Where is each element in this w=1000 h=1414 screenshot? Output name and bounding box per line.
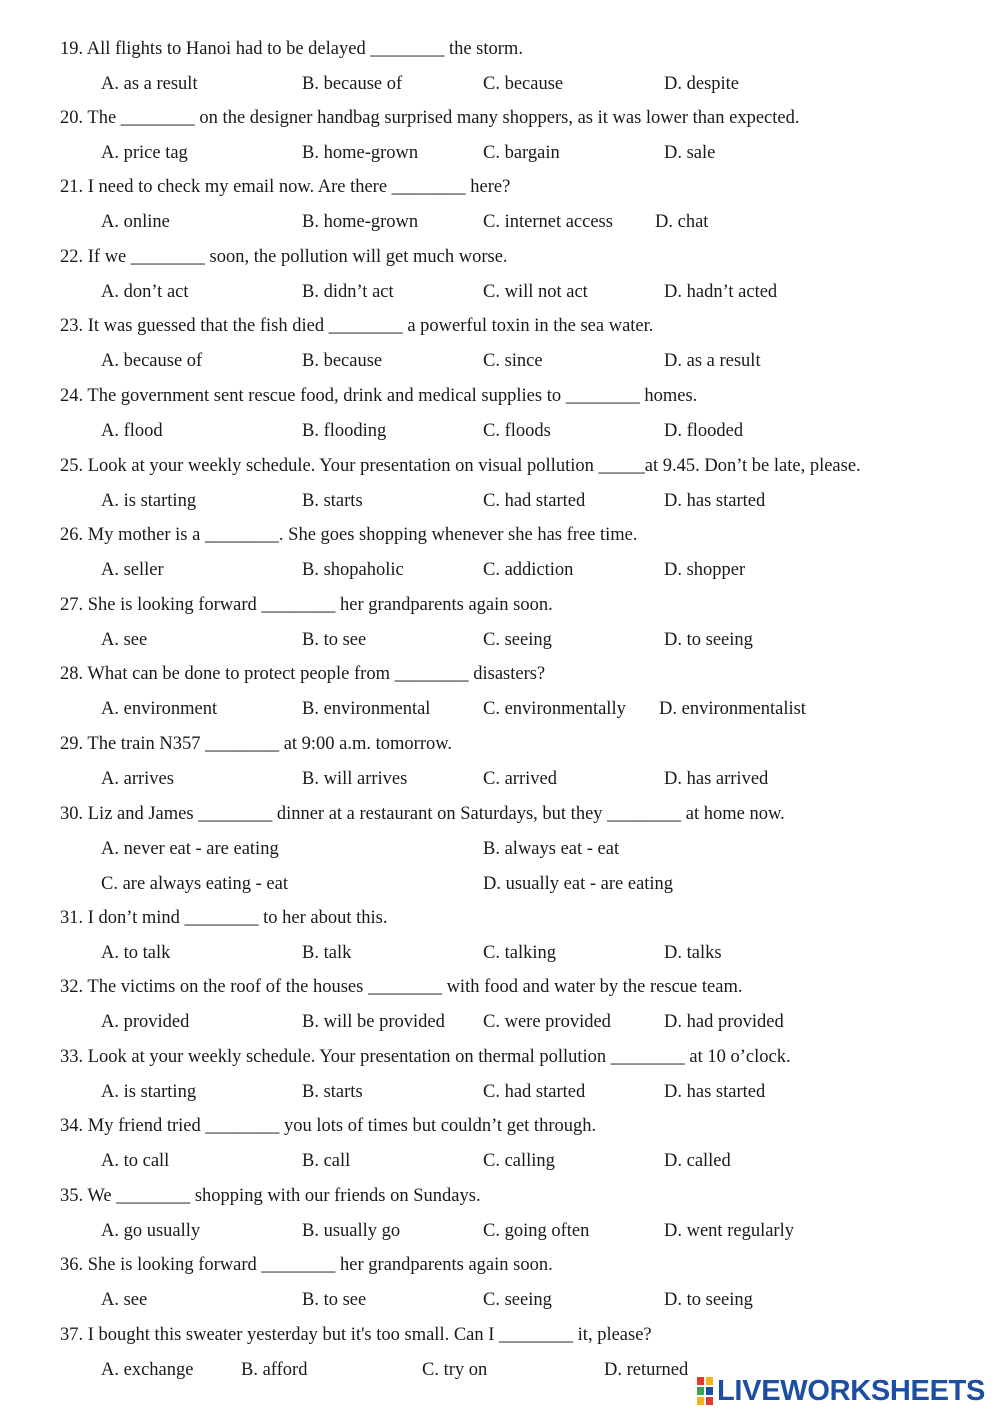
question-36-option-c: C. seeing [483, 1290, 552, 1310]
question-25-option-b: B. starts [302, 491, 363, 511]
question-23-option-d: D. as a result [664, 351, 761, 371]
question-28-option-b: B. environmental [302, 699, 431, 719]
question-24-option-d: D. flooded [664, 421, 744, 441]
question-21-option-a: A. online [101, 212, 170, 232]
question-25-option-d: D. has started [664, 491, 766, 511]
question-29-text: 29. The train N357 ________ at 9:00 a.m. tomorrow. [60, 734, 453, 754]
question-32-option-d: D. had provided [664, 1012, 784, 1032]
question-26-option-b: B. shopaholic [302, 560, 404, 580]
question-36-option-a: A. see [101, 1290, 148, 1310]
question-21-option-b: B. home-grown [302, 212, 419, 232]
question-29-option-b: B. will arrives [302, 769, 408, 789]
question-31-option-d: D. talks [664, 943, 722, 963]
question-26-text: 26. My mother is a ________. She goes shopping whenever she has free time. [60, 525, 638, 545]
question-22-option-c: C. will not act [483, 282, 588, 302]
question-34-option-b: B. call [302, 1151, 351, 1171]
question-19-option-d: D. despite [664, 74, 740, 94]
question-20-option-b: B. home-grown [302, 143, 419, 163]
question-29-option-d: D. has arrived [664, 769, 769, 789]
question-28-option-d: D. environmentalist [659, 699, 806, 719]
question-20-option-d: D. sale [664, 143, 716, 163]
question-31-option-a: A. to talk [101, 943, 171, 963]
question-37-text: 37. I bought this sweater yesterday but it's too small. Can I ________ it, please? [60, 1325, 652, 1345]
question-33-option-a: A. is starting [101, 1082, 197, 1102]
question-27-option-c: C. seeing [483, 630, 552, 650]
question-19-option-c: C. because [483, 74, 564, 94]
question-23-option-b: B. because [302, 351, 383, 371]
question-37-option-c: C. try on [422, 1360, 488, 1380]
question-32-option-a: A. provided [101, 1012, 190, 1032]
question-19-option-a: A. as a result [101, 74, 198, 94]
question-23-option-c: C. since [483, 351, 543, 371]
question-28-text: 28. What can be done to protect people from ________ disasters? [60, 664, 546, 684]
question-30-option-a: A. never eat - are eating [101, 839, 279, 859]
question-35-text: 35. We ________ shopping with our friends on Sundays. [60, 1186, 481, 1206]
question-30-option-b: B. always eat - eat [483, 839, 620, 859]
question-19-option-b: B. because of [302, 74, 403, 94]
question-22-option-b: B. didn’t act [302, 282, 394, 302]
question-33-option-b: B. starts [302, 1082, 363, 1102]
question-27-option-a: A. see [101, 630, 148, 650]
question-34-option-d: D. called [664, 1151, 731, 1171]
question-37-option-d: D. returned [604, 1360, 689, 1380]
question-21-text: 21. I need to check my email now. Are there ________ here? [60, 177, 511, 197]
question-22-option-d: D. hadn’t acted [664, 282, 778, 302]
question-25-option-c: C. had started [483, 491, 586, 511]
question-20-option-a: A. price tag [101, 143, 188, 163]
question-36-option-b: B. to see [302, 1290, 367, 1310]
question-24-text: 24. The government sent rescue food, drink and medical supplies to ________ homes. [60, 386, 698, 406]
question-35-option-c: C. going often [483, 1221, 590, 1241]
question-33-option-d: D. has started [664, 1082, 766, 1102]
question-34-option-c: C. calling [483, 1151, 555, 1171]
question-24-option-a: A. flood [101, 421, 163, 441]
question-24-option-c: C. floods [483, 421, 551, 441]
question-33-text: 33. Look at your weekly schedule. Your presentation on thermal pollution ________ at 10 o’clock. [60, 1047, 791, 1067]
question-34-option-a: A. to call [101, 1151, 170, 1171]
question-31-text: 31. I don’t mind ________ to her about this. [60, 908, 388, 928]
question-33-option-c: C. had started [483, 1082, 586, 1102]
question-22-option-a: A. don’t act [101, 282, 189, 302]
question-35-option-b: B. usually go [302, 1221, 401, 1241]
question-29-option-a: A. arrives [101, 769, 174, 789]
logo-wordmark: LIVEWORKSHEETS [717, 1374, 986, 1407]
question-20-text: 20. The ________ on the designer handbag surprised many shoppers, as it was lower than expected. [60, 108, 800, 128]
question-21-option-d: D. chat [655, 212, 709, 232]
question-27-option-d: D. to seeing [664, 630, 753, 650]
question-25-option-a: A. is starting [101, 491, 197, 511]
question-35-option-d: D. went regularly [664, 1221, 794, 1241]
question-34-text: 34. My friend tried ________ you lots of times but couldn’t get through. [60, 1116, 597, 1136]
question-26-option-a: A. seller [101, 560, 164, 580]
question-32-option-b: B. will be provided [302, 1012, 445, 1032]
question-36-option-d: D. to seeing [664, 1290, 753, 1310]
question-31-option-c: C. talking [483, 943, 556, 963]
question-36-text: 36. She is looking forward ________ her grandparents again soon. [60, 1255, 553, 1275]
question-20-option-c: C. bargain [483, 143, 560, 163]
question-23-option-a: A. because of [101, 351, 203, 371]
logo-mark-icon [696, 1376, 714, 1406]
question-27-text: 27. She is looking forward ________ her grandparents again soon. [60, 595, 553, 615]
question-25-text: 25. Look at your weekly schedule. Your presentation on visual pollution _____at 9.45. Don’t be late, please. [60, 456, 861, 476]
question-22-text: 22. If we ________ soon, the pollution will get much worse. [60, 247, 508, 267]
question-37-option-b: B. afford [241, 1360, 308, 1380]
question-28-option-c: C. environmentally [483, 699, 626, 719]
question-29-option-c: C. arrived [483, 769, 557, 789]
question-35-option-a: A. go usually [101, 1221, 201, 1241]
liveworksheets-logo [696, 1374, 992, 1408]
question-24-option-b: B. flooding [302, 421, 387, 441]
question-26-option-c: C. addiction [483, 560, 574, 580]
question-30-option-c: C. are always eating - eat [101, 874, 288, 894]
question-32-option-c: C. were provided [483, 1012, 611, 1032]
question-32-text: 32. The victims on the roof of the houses ________ with food and water by the rescue team. [60, 977, 743, 997]
question-30-text: 30. Liz and James ________ dinner at a restaurant on Saturdays, but they ________ at home now. [60, 804, 785, 824]
question-26-option-d: D. shopper [664, 560, 746, 580]
question-30-option-d: D. usually eat - are eating [483, 874, 674, 894]
question-27-option-b: B. to see [302, 630, 367, 650]
question-23-text: 23. It was guessed that the fish died ________ a powerful toxin in the sea water. [60, 316, 654, 336]
question-31-option-b: B. talk [302, 943, 352, 963]
question-28-option-a: A. environment [101, 699, 218, 719]
question-37-option-a: A. exchange [101, 1360, 194, 1380]
question-19-text: 19. All flights to Hanoi had to be delayed ________ the storm. [60, 39, 523, 59]
question-21-option-c: C. internet access [483, 212, 613, 232]
